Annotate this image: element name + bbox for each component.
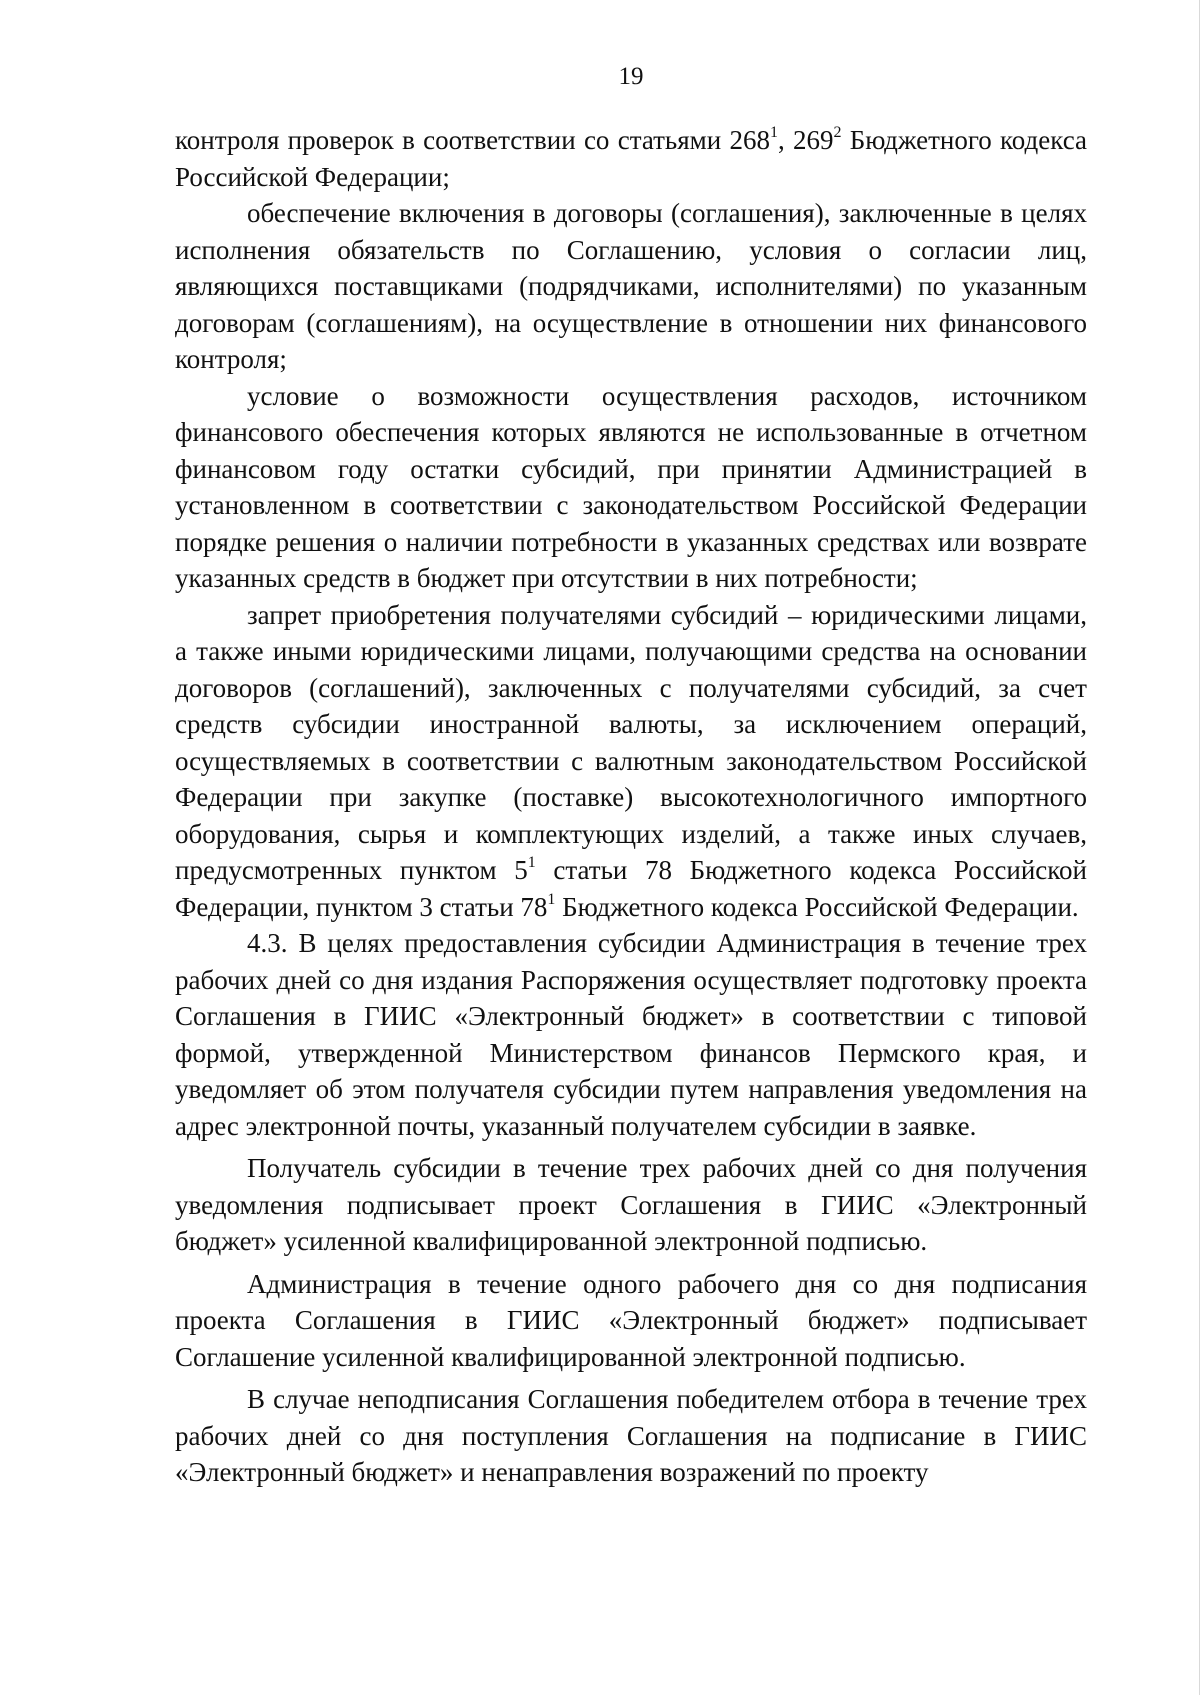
paragraph-text: запрет приобретения получателями субсидий – юридическими лицами, а также иными юридическими лицами, получающими средства на основании договоров (соглашений), заключенных с получателями субсидий, за счет средств субсидии иностранной валюты, за исключением операций, осуществляемых в соответствии с валютным законодательством Российской Федерации при закупке (поставке) высокотехнологичного импортного оборудования, сырья и комплектующих изделий, а также иных случаев, предусмотренных пунктом 5 xyxy=(175,599,1087,885)
paragraph-unused-balances: условие о возможности осуществления расходов, источником финансового обеспечения которых являются не использованные в отчетном финансовом году остатки субсидий, при принятии Администрацией в установленном в соответствии с законодательством Российской Федерации порядке решения о наличии потребности в указанных средствах или возврате указанных средств в бюджет при отсутствии в них потребности; xyxy=(175,380,1087,593)
superscript: 1 xyxy=(527,854,536,871)
superscript: 2 xyxy=(833,124,842,141)
superscript: 1 xyxy=(547,890,556,908)
paragraph-administration-signing: Администрация в течение одного рабочего дня со дня подписания проекта Соглашения в ГИИС «Электронный бюджет» подписывает Соглашение усиленной квалифицированной электронной подписью. xyxy=(175,1268,1087,1372)
paragraph-section-4-3: 4.3. В целях предоставления субсидии Администрация в течение трех рабочих дней со дня издания Распоряжения осуществляет подготовку проекта Соглашения в ГИИС «Электронный бюджет» в соответствии с типовой формой, утвержденной Министерством финансов Пермского края, и уведомляет об этом получателя субсидии путем направления уведомления на адрес электронной почты, указанный получателем субсидии в заявке. xyxy=(175,928,1087,1141)
paragraph-budget-control-continuation xyxy=(175,122,1087,195)
paragraph-recipient-signing: Получатель субсидии в течение трех рабочих дней со дня получения уведомления подписывает проект Соглашения в ГИИС «Электронный бюджет» усиленной квалифицированной электронной подписью. xyxy=(175,1153,1087,1256)
paragraph-text: , 269 xyxy=(777,125,834,155)
document-body xyxy=(175,122,1087,1491)
superscript: 1 xyxy=(769,124,778,141)
paragraph-text: контроля проверок в соответствии со статьями 268 xyxy=(175,125,770,155)
paragraph-contract-inclusion: обеспечение включения в договоры (соглашения), заключенные в целях исполнения обязательств по Соглашению, условия о согласии лиц, являющихся поставщиками (подрядчиками, исполнителями) по указанным договорам (соглашениям), на осуществление в отношении них финансового контроля; xyxy=(175,198,1087,374)
paragraph-non-signing: В случае неподписания Соглашения победителем отбора в течение трех рабочих дней со дня поступления Соглашения на подписание в ГИИС «Электронный бюджет» и ненаправления возражений по проекту xyxy=(175,1384,1087,1487)
paragraph-currency-prohibition xyxy=(175,597,1087,926)
paragraph-text: Бюджетного кодекса Российской Федерации. xyxy=(555,891,1079,922)
paragraph-text: статьи 78 Бюджетного кодекса Российской Федерации, пунктом 3 статьи 78 xyxy=(175,855,1087,922)
paragraph-text: Бюджетного кодекса Российской Федерации; xyxy=(175,125,1087,192)
page-number: 19 xyxy=(618,63,644,90)
